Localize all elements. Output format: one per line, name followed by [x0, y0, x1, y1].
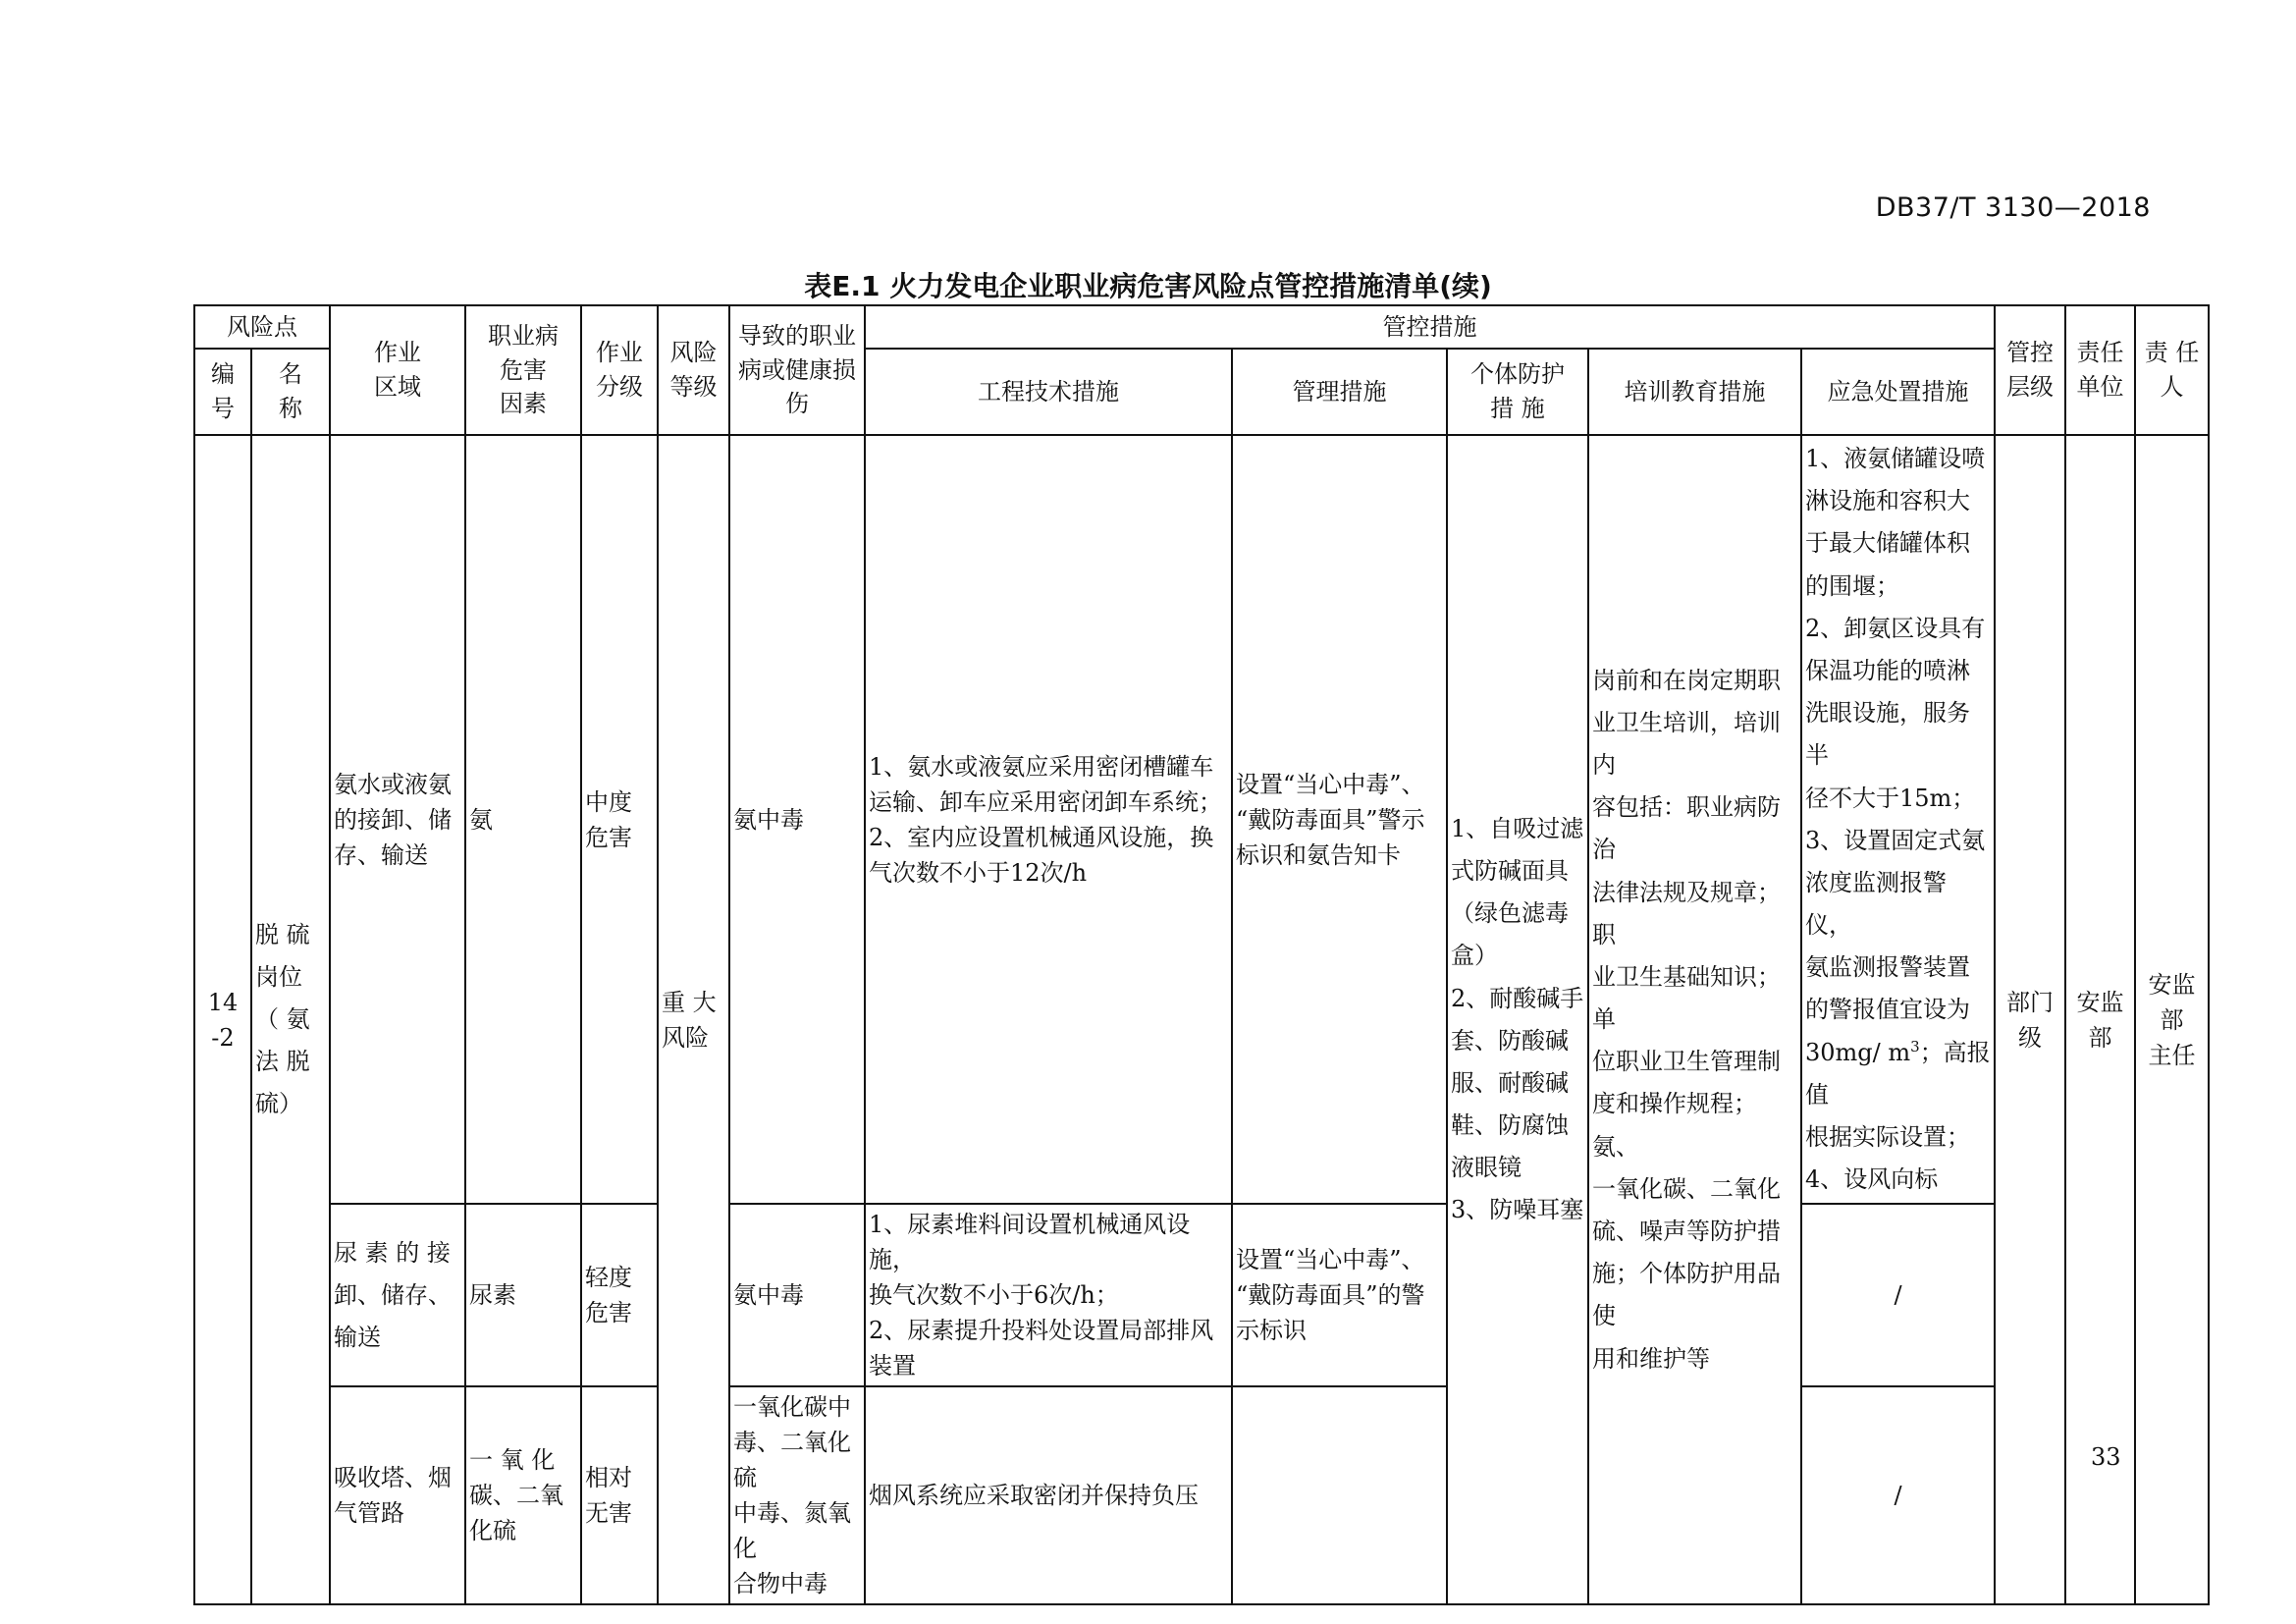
page-number: 33 — [2091, 1443, 2121, 1471]
document-code: DB37/T 3130—2018 — [1875, 192, 2151, 223]
emergency-line: 氨监测报警装置 — [1805, 953, 1970, 982]
work-grade-cell: 轻度 危害 — [581, 1204, 658, 1386]
control-level-cell: 部门 级 — [1995, 435, 2065, 1604]
responsible-person-cell: 安监部 主任 — [2135, 435, 2209, 1604]
engineering-measures-cell: 1、氨水或液氨应采用密闭槽罐车 运输、卸车应采用密闭卸车系统； 2、室内应设置机械通风设施，换 气次数不小于12次/h — [865, 435, 1232, 1204]
emergency-line: 的警报值宜设为 — [1805, 996, 1970, 1024]
management-measures-cell — [1232, 1386, 1447, 1604]
training-measures-cell: 岗前和在岗定期职 业卫生培训，培训内 容包括：职业病防治 法律法规及规章；职 业卫生基础知识；单 位职业卫生管理制 度和操作规程；氨、 一氧化碳、二氧化 硫、噪声等防护措 施；个体防护用品使 用和维护等 — [1588, 435, 1801, 1604]
emergency-line: 淋设施和容积大 — [1805, 487, 1970, 515]
header-row-1 — [194, 305, 2209, 349]
disease-cell: 氨中毒 — [729, 435, 865, 1204]
work-area-cell: 氨水或液氨 的接卸、储 存、输送 — [330, 435, 465, 1204]
header-hazard-factor: 职业病 危害 因素 — [465, 305, 581, 435]
emergency-line: 3、设置固定式氨 — [1805, 826, 1986, 854]
header-risk-point: 风险点 — [194, 305, 330, 349]
work-grade-cell: 中度 危害 — [581, 435, 658, 1204]
header-disease: 导致的职业 病或健康损 伤 — [729, 305, 865, 435]
header-work-area: 作业 区域 — [330, 305, 465, 435]
engineering-measures-cell: 烟风系统应采取密闭并保持负压 — [865, 1386, 1232, 1604]
header-responsible-person: 责 任 人 — [2135, 305, 2209, 435]
emergency-measures-cell: / — [1801, 1386, 1995, 1604]
header-work-grade: 作业 分级 — [581, 305, 658, 435]
work-grade-cell: 相对 无害 — [581, 1386, 658, 1604]
emergency-line: 保温功能的喷淋 — [1805, 656, 1970, 684]
header-control-level: 管控 层级 — [1995, 305, 2065, 435]
control-measures-table — [193, 304, 2210, 1605]
header-number: 编 号 — [194, 349, 251, 435]
emergency-line: 2、卸氨区设具有 — [1805, 614, 1986, 642]
header-name: 名 称 — [251, 349, 330, 435]
table-row — [194, 1386, 2209, 1604]
table-row — [194, 435, 2209, 1204]
emergency-measures-cell: / — [1801, 1204, 1995, 1386]
disease-cell: 氨中毒 — [729, 1204, 865, 1386]
emergency-alarm-value-line: 30mg/ $m^3$；高报值 — [1805, 1037, 1991, 1109]
responsible-unit-cell: 安监 部 — [2065, 435, 2135, 1604]
work-area-cell: 尿 素 的 接 卸、储存、 输送 — [330, 1204, 465, 1386]
hazard-factor-cell: 尿素 — [465, 1204, 581, 1386]
emergency-measures-cell — [1801, 435, 1995, 1204]
risk-point-number: 14 -2 — [194, 435, 251, 1604]
disease-cell: 一氧化碳中 毒、二氧化硫 中毒、氮氧化 合物中毒 — [729, 1386, 865, 1604]
emergency-line: 的围堰； — [1805, 571, 1899, 600]
emergency-line: 浓度监测报警仪， — [1805, 868, 1947, 940]
header-management: 管理措施 — [1232, 349, 1447, 435]
engineering-measures-cell: 1、尿素堆料间设置机械通风设施， 换气次数不小于6次/h； 2、尿素提升投料处设置局部排风 装置 — [865, 1204, 1232, 1386]
risk-level-cell: 重 大 风险 — [658, 435, 729, 1604]
header-risk-level: 风险 等级 — [658, 305, 729, 435]
header-engineering: 工程技术措施 — [865, 349, 1232, 435]
header-responsible-unit: 责任 单位 — [2065, 305, 2135, 435]
work-area-cell: 吸收塔、烟 气管路 — [330, 1386, 465, 1604]
emergency-line: 于最大储罐体积 — [1805, 529, 1970, 558]
header-training: 培训教育措施 — [1588, 349, 1801, 435]
hazard-factor-cell: 氨 — [465, 435, 581, 1204]
emergency-line: 径不大于15m； — [1805, 784, 1976, 812]
header-emergency: 应急处置措施 — [1801, 349, 1995, 435]
table-row — [194, 1204, 2209, 1386]
header-personal-protection: 个体防护 措 施 — [1447, 349, 1588, 435]
emergency-measures-lines — [1805, 438, 1991, 1032]
hazard-factor-cell: 一 氧 化 碳、二氧 化硫 — [465, 1386, 581, 1604]
management-measures-cell: 设置“当心中毒”、 “戴防毒面具”警示 标识和氨告知卡 — [1232, 435, 1447, 1204]
table-title: 表E.1 火力发电企业职业病危害风险点管控措施清单(续) — [804, 270, 1492, 302]
personal-protection-cell: 1、自吸过滤 式防碱面具 （绿色滤毒 盒） 2、耐酸碱手 套、防酸碱 服、耐酸碱 鞋、防腐蚀 液眼镜 3、防噪耳塞 — [1447, 435, 1588, 1604]
emergency-line: 1、液氨储罐设喷 — [1805, 445, 1986, 472]
emergency-line: 洗眼设施，服务半 — [1805, 699, 1970, 770]
emergency-tail-lines: 根据实际设置； 4、设风向标 — [1805, 1123, 1970, 1194]
management-measures-cell: 设置“当心中毒”、 “戴防毒面具”的警 示标识 — [1232, 1204, 1447, 1386]
header-control-measures: 管控措施 — [865, 305, 1995, 349]
risk-point-name: 脱 硫 岗位 （ 氨 法 脱 硫） — [251, 435, 330, 1604]
